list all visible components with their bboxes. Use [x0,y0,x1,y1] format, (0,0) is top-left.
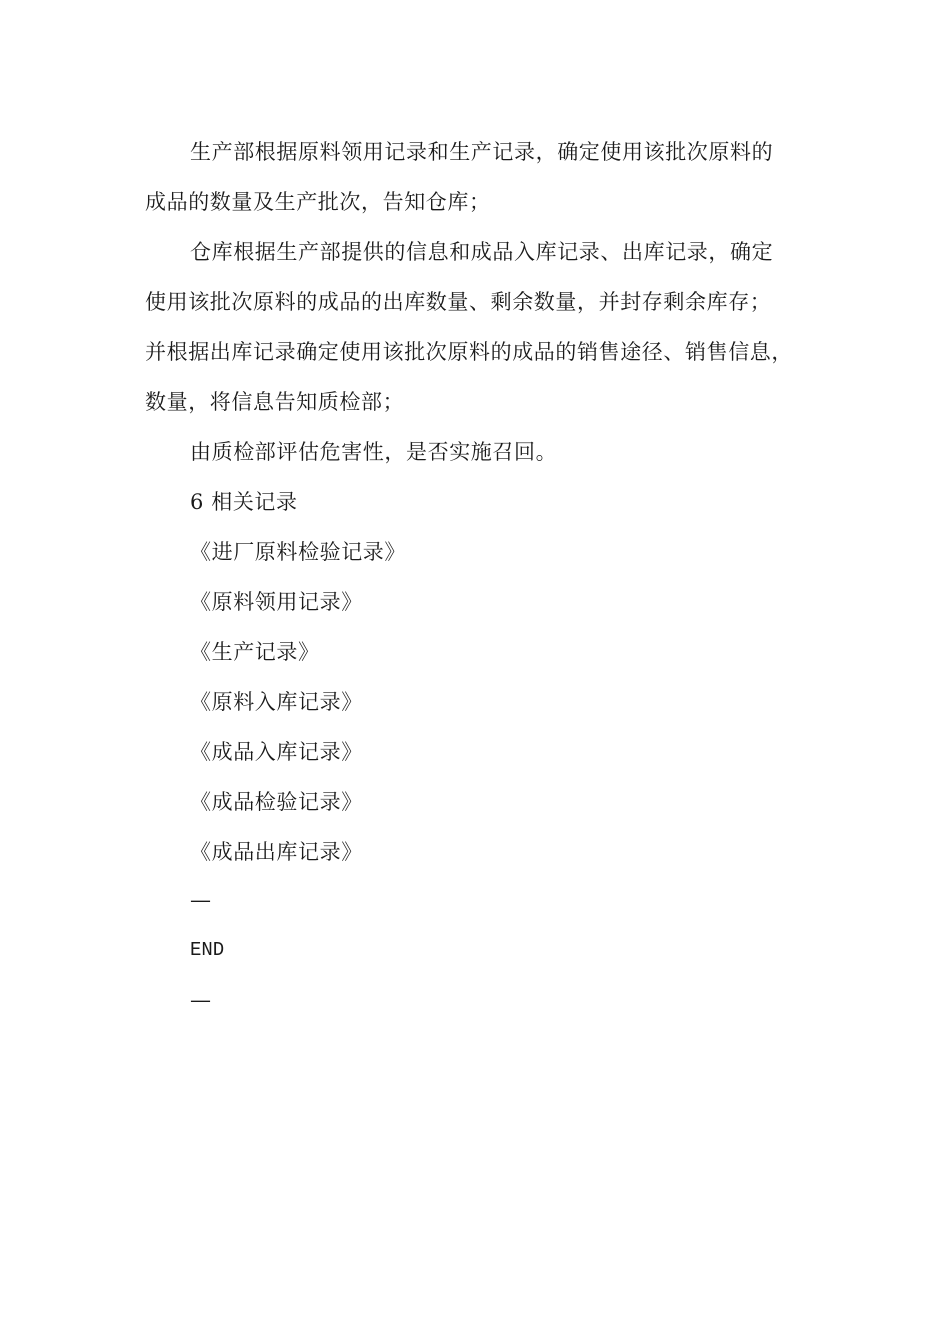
paragraph-3-line-1: 由质检部评估危害性，是否实施召回。 [190,440,558,464]
paragraph-1-line-1: 生产部根据原料领用记录和生产记录，确定使用该批次原料的 [190,140,774,164]
end-dash-top: — [190,888,212,912]
record-item: 《生产记录》 [190,640,320,664]
paragraph-1-line-2: 成品的数量及生产批次，告知仓库； [145,190,491,214]
record-item: 《进厂原料检验记录》 [190,540,406,564]
record-item: 《原料入库记录》 [190,690,363,714]
paragraph-2-line-4: 数量，将信息告知质检部； [145,390,405,414]
record-item: 《原料领用记录》 [190,590,363,614]
record-item: 《成品入库记录》 [190,740,363,764]
paragraph-2-line-3: 并根据出库记录确定使用该批次原料的成品的销售途径、销售信息， [145,340,793,364]
paragraph-2-line-1: 仓库根据生产部提供的信息和成品入库记录、出库记录，确定 [190,240,774,264]
paragraph-2-line-2: 使用该批次原料的成品的出库数量、剩余数量，并封存剩余库存； [145,290,772,314]
end-label: END [190,939,225,961]
end-dash-bottom: — [190,988,212,1012]
record-item: 《成品检验记录》 [190,790,363,814]
section-heading: 6 相关记录 [190,490,298,514]
record-item: 《成品出库记录》 [190,840,363,864]
